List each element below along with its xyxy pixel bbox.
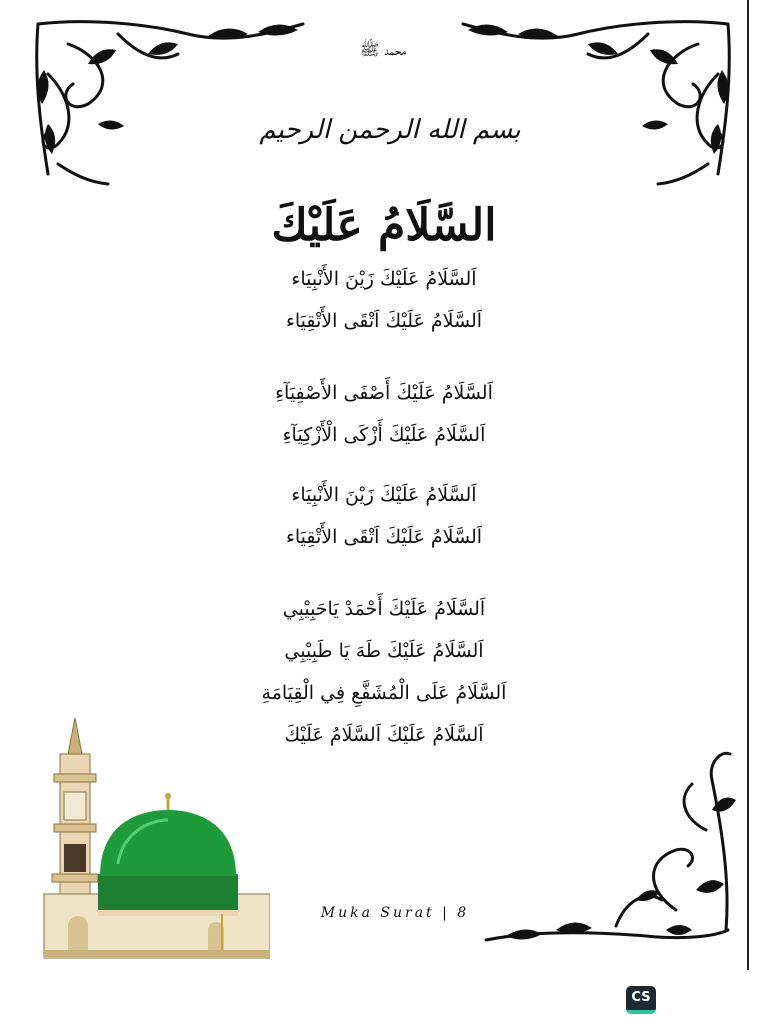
- verse-line: اَلسَّلَامُ عَلَيْكَ اَلسَّلَامُ عَلَيْكَ: [284, 724, 484, 746]
- basmala-calligraphy: بسم الله الرحمن الرحيم: [259, 115, 521, 145]
- page-edge-rule: [747, 0, 749, 970]
- verse-line: اَلسَّلَامُ عَلَيْكَ زَيْنَ الأَنْبِيَاء: [291, 268, 477, 290]
- green-dome-mosque-icon: [38, 714, 270, 962]
- verse-line: اَلسَّلَامُ عَلَيْكَ اَتْقَى الأَتْقِيَاء: [285, 526, 483, 548]
- stanza: [150, 258, 618, 342]
- stanza: [150, 474, 618, 558]
- verse-list: [150, 258, 618, 756]
- verse-line: اَلسَّلَامُ عَلَيْكَ أَزْكَى الْأَزْكِيَآءِ: [282, 424, 486, 446]
- stanza: [150, 372, 618, 456]
- muhammad-calligraphy-seal: محمد ﷺ: [359, 40, 407, 59]
- verse-line: اَلسَّلَامُ عَلَيْكَ اَتْقَى الأَتْقِيَاء: [285, 310, 483, 332]
- page-number: Muka Surat | 8: [320, 905, 470, 921]
- floral-corner-bottom-right-icon: [476, 740, 738, 960]
- page-title: السَّلَامُ عَلَيْكَ: [271, 200, 497, 251]
- verse-line: اَلسَّلَامُ عَلَيْكَ طَهَ يَا طَبِيْبِي: [284, 640, 484, 662]
- verse-line: اَلسَّلَامُ عَلَيْكَ أَصْفَى الأَصْفِيَآءِ: [275, 382, 493, 404]
- camscanner-badge[interactable]: CS: [626, 986, 656, 1014]
- verse-line: اَلسَّلَامُ عَلَى الْمُشَفَّعِ فِي الْقِيَامَةِ: [261, 682, 507, 704]
- verse-line: اَلسَّلَامُ عَلَيْكَ زَيْنَ الأَنْبِيَاء: [291, 484, 477, 506]
- verse-line: اَلسَّلَامُ عَلَيْكَ أَحْمَدْ يَاحَبِيْبِي: [282, 598, 486, 620]
